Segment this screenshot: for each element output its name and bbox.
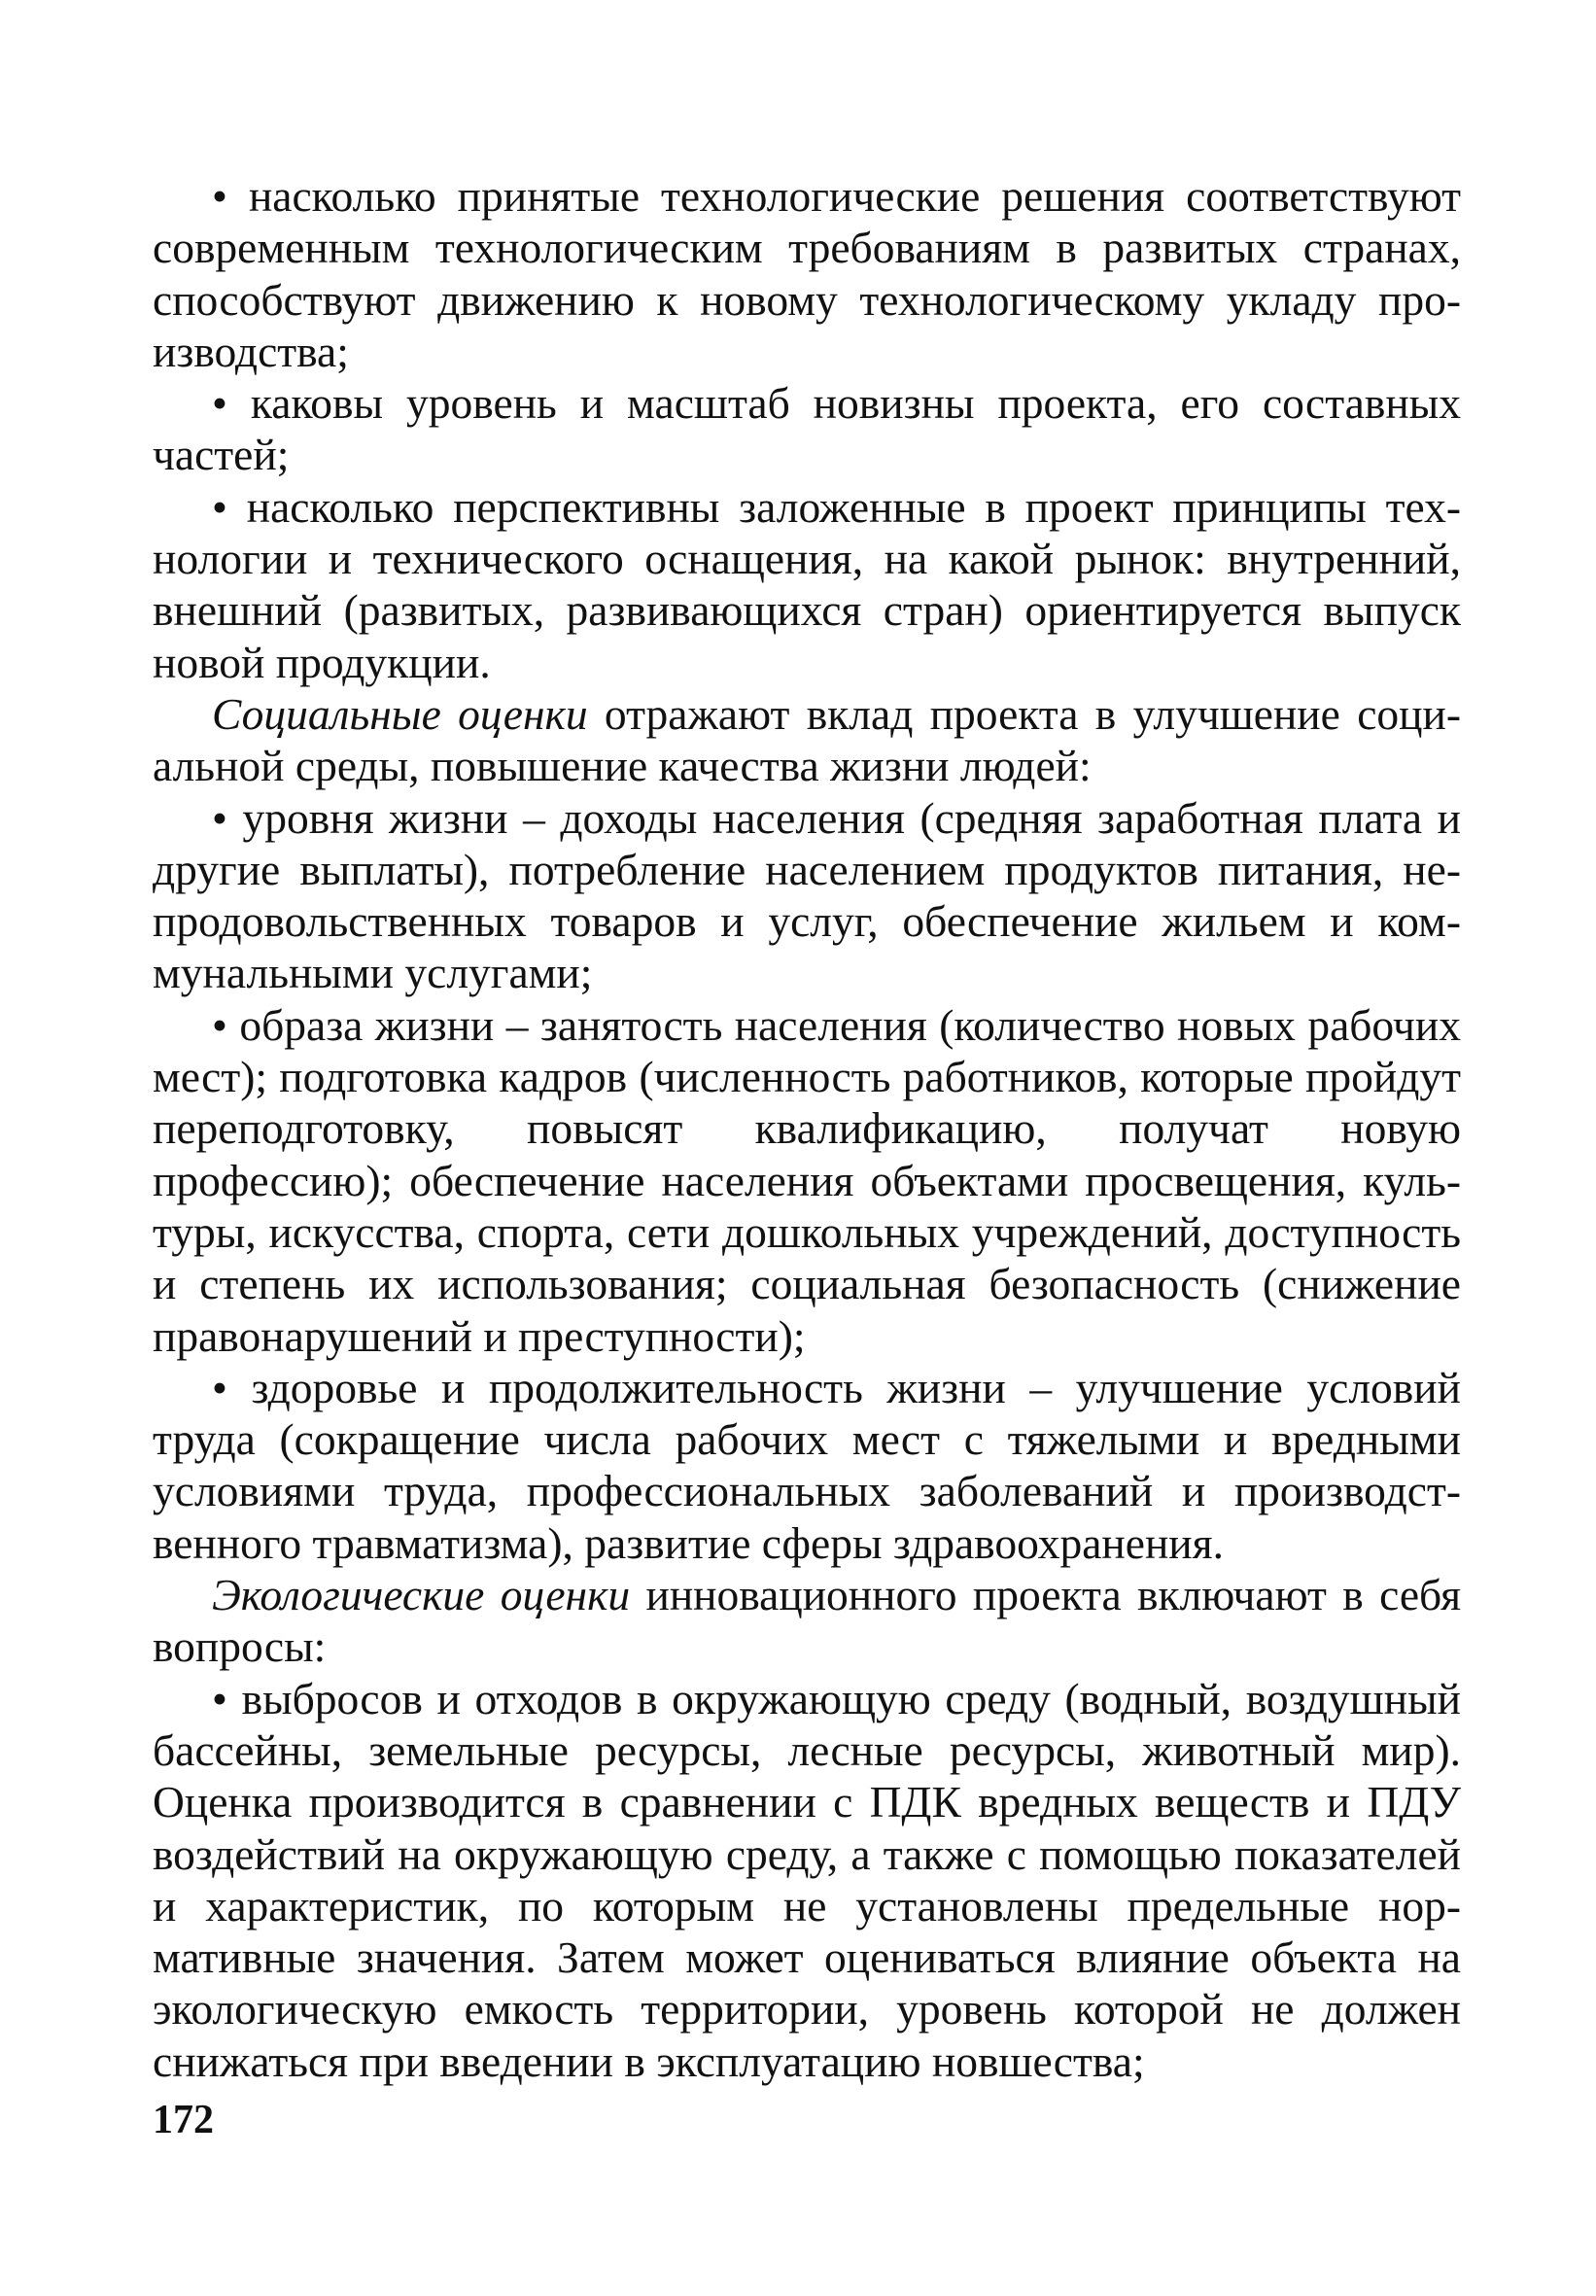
paragraph-text: отражают вклад проекта в улучшение социальной среды, повышение качества жизни людей: xyxy=(153,688,1461,791)
paragraph xyxy=(153,1569,1461,1673)
paragraph-text: инновационного проекта включают в себя вопросы: xyxy=(153,1570,1461,1672)
paragraph-text: • выбросов и отходов в окружающую среду (водный, воздушный бассейны, земельные ресурсы, лесные ресурсы, животный мир). Оценка производится в сравнении с ПДК вредных веществ и ПДУ воздействий на окружающую среду, а также с помощью показателей и характеристик, по которым не установлены предельные нормативные значения. Затем может оцениваться влияние объекта на экологическую емкость территории, уровень которой не должен снижаться при введении в эксплуатацию новшества; xyxy=(153,1673,1461,2086)
paragraph-text: • образа жизни – занятость населения (количество новых рабочих мест); подготовка кадров (численность работников, которые пройдут переподготовку, повысят квалификацию, получат новую профессию); обеспечение населения объектами просвещения, культуры, искусства, спорта, сети дошкольных учреждений, доступность и степень их использования; социальная безопасность (снижение правонарушений и преступности); xyxy=(153,999,1461,1361)
paragraph-lead-term: Экологические оценки xyxy=(212,1570,631,1620)
paragraph-text: • здоровье и продолжительность жизни – улучшение условий труда (сокращение числа рабочих мест с тяжелыми и вредными условиями труда, профессиональных заболеваний и производственного травматизма), развитие сферы здравоохранения. xyxy=(153,1362,1461,1568)
paragraph-text: • уровня жизни – доходы населения (средняя заработная плата и другие выплаты), потребление населением продуктов питания, непродовольственных товаров и услуг, обеспечение жильем и коммунальными услугами; xyxy=(153,792,1461,998)
page-number: 172 xyxy=(153,2098,214,2142)
paragraph xyxy=(153,688,1461,792)
page-body xyxy=(153,170,1461,2087)
paragraph-text: • каковы уровень и масштаб новизны проекта, его составных частей; xyxy=(153,378,1461,480)
paragraph xyxy=(153,1673,1461,2087)
paragraph-lead-term: Социальные оценки xyxy=(212,688,588,739)
paragraph-text: • насколько перспективны заложенные в проект принципы технологии и технического оснащения, на какой рынок: внутренний, внешний (развитых, развивающихся стран) ориентируется выпуск новой продукции. xyxy=(153,481,1461,687)
paragraph-text: • насколько принятые технологические решения соответствуют современным технологическим требованиям в развитых странах, способствуют движению к новому технологическому укладу производства; xyxy=(153,171,1461,376)
paragraph xyxy=(153,170,1461,377)
paragraph xyxy=(153,377,1461,481)
paragraph xyxy=(153,792,1461,999)
paragraph xyxy=(153,1362,1461,1569)
paragraph xyxy=(153,481,1461,688)
paragraph xyxy=(153,999,1461,1362)
